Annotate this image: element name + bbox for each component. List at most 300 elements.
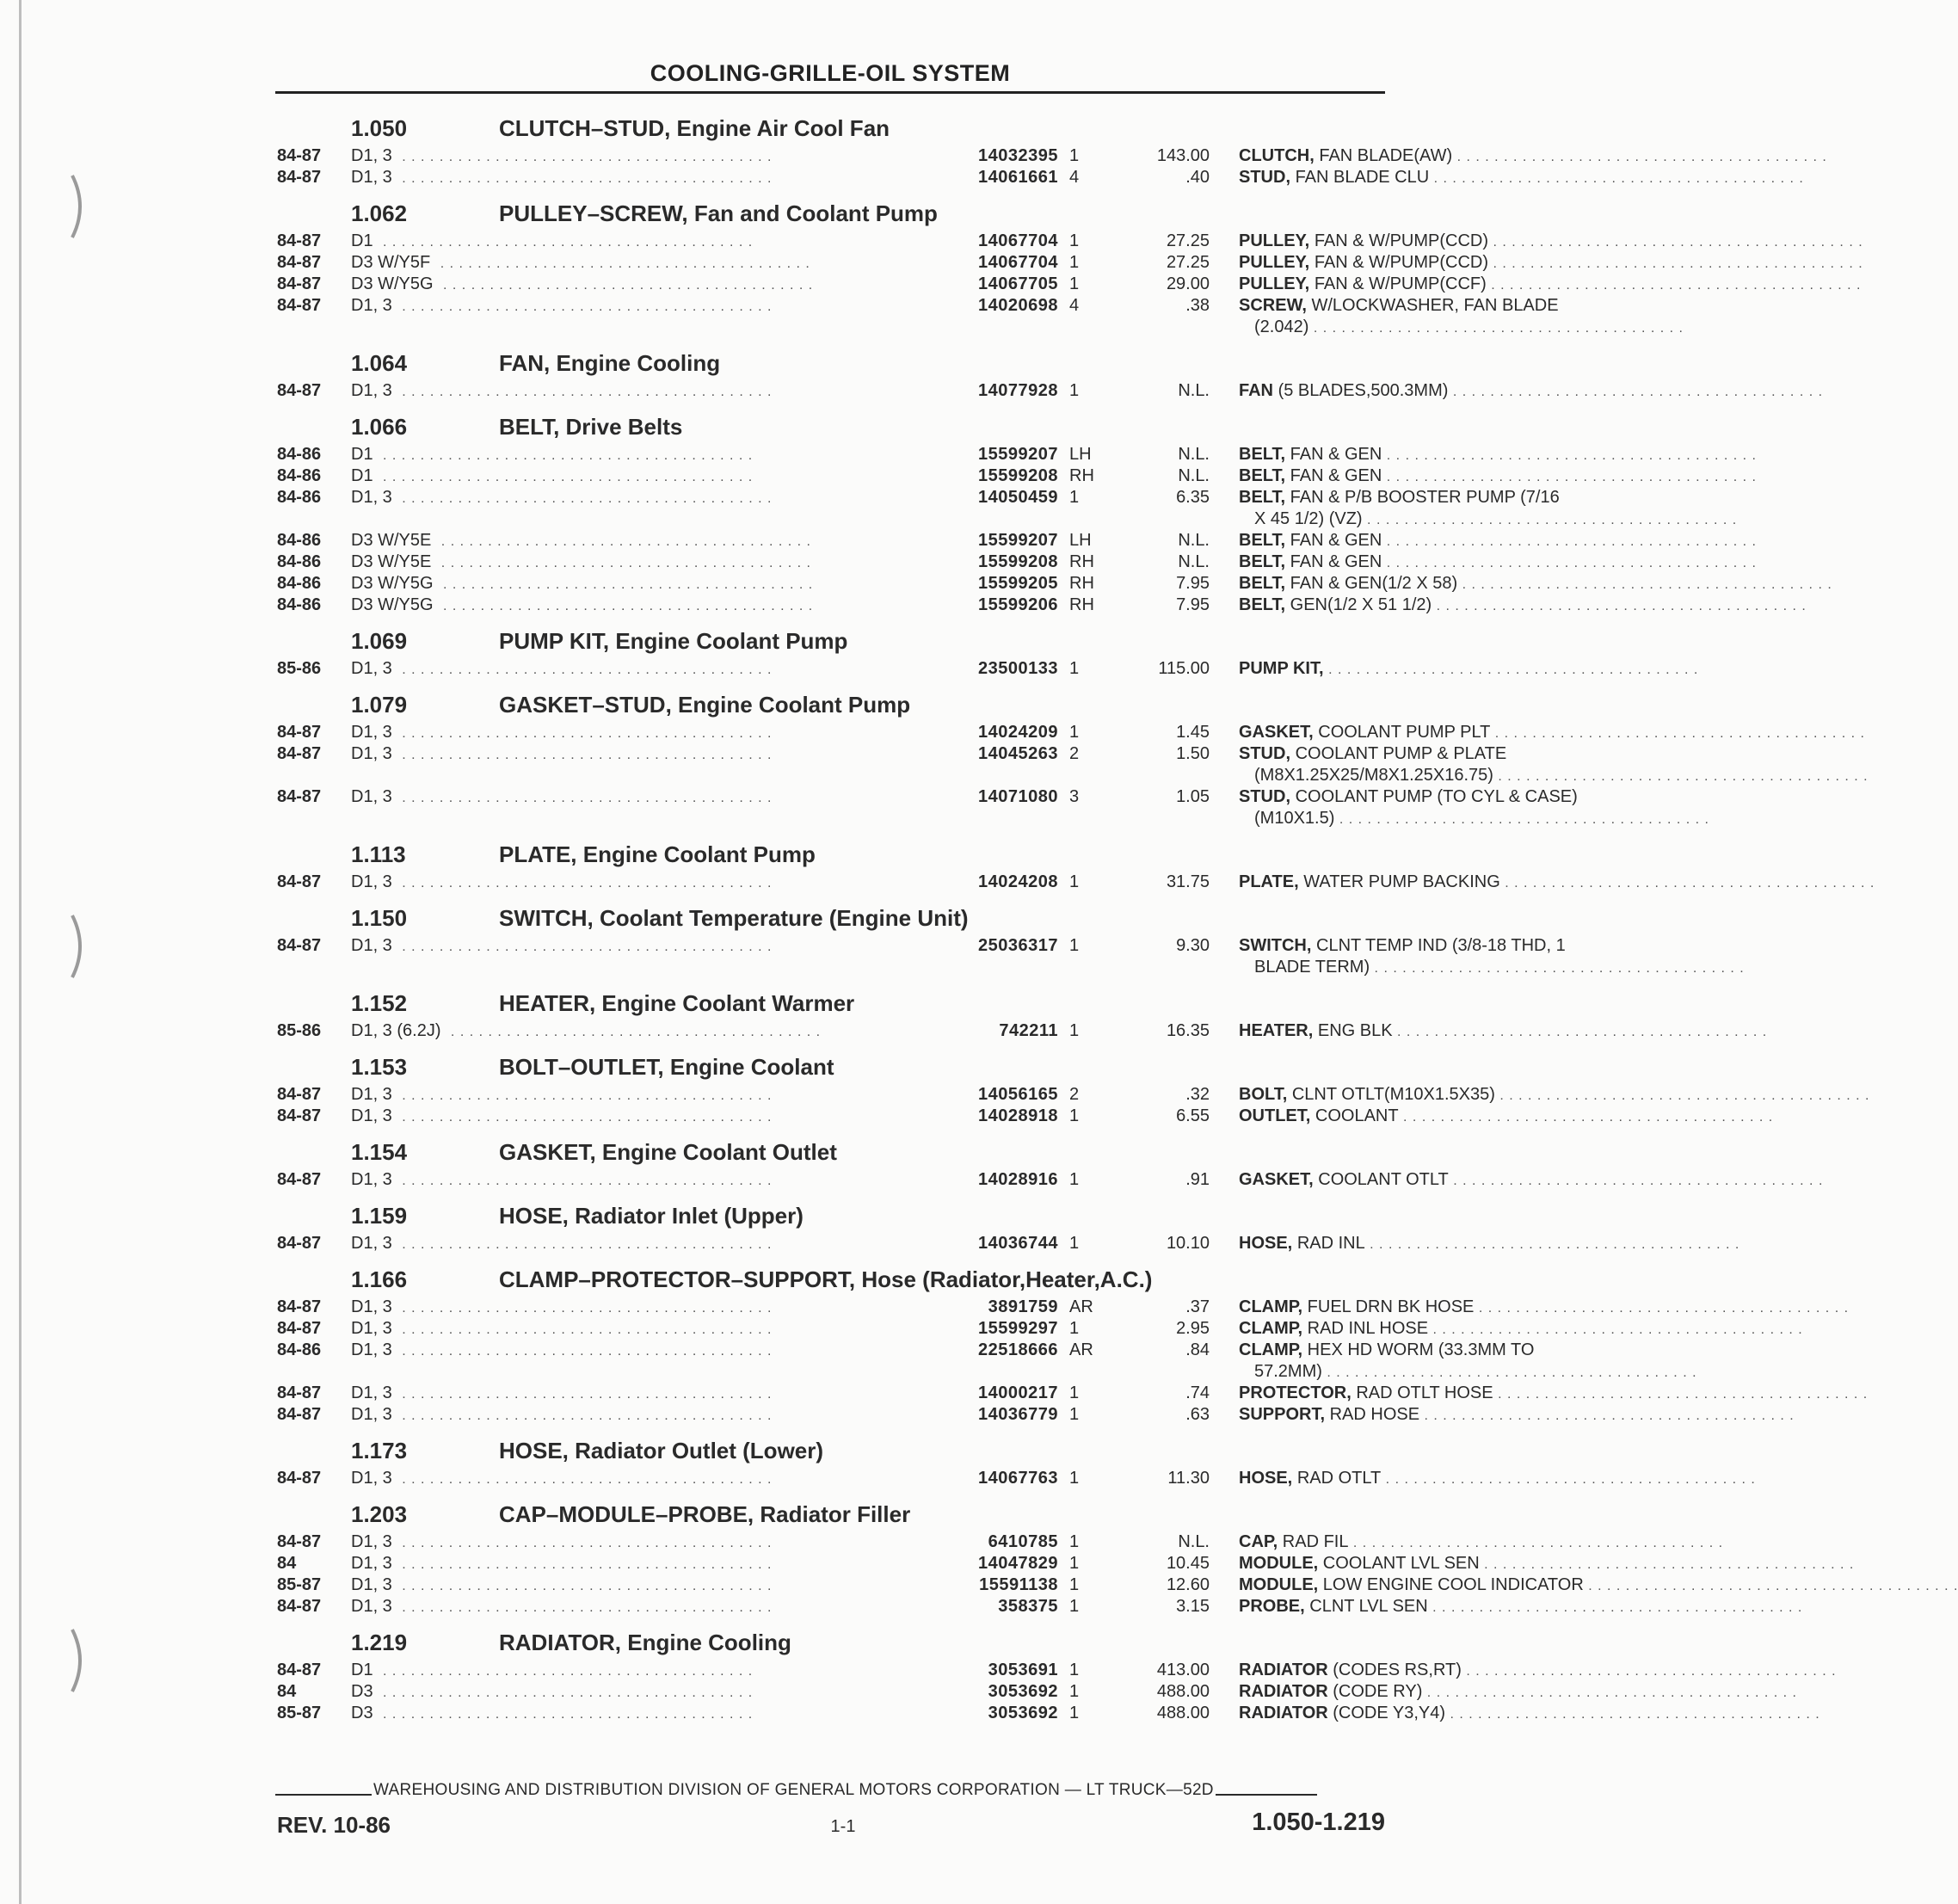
dot-leader: . . . . . . . . . . . . . . . . . . . . . . . . . . . . . . . . . . . . . . . . [397,1472,773,1487]
part-row [275,1574,1958,1596]
model-year: 84-87 [277,296,322,315]
part-row [275,295,1684,338]
description-keyword: CLAMP, [1239,1297,1303,1316]
quantity: 1 [1069,1405,1080,1424]
dot-leader: . . . . . . . . . . . . . . . . . . . . . . . . . . . . . . . . . . . . . . . . [1448,1174,1824,1188]
description-keyword: PULLEY, [1239,231,1310,250]
model-code-text: D1, 3 [351,1340,397,1359]
part-row [275,1297,1850,1318]
part-row [275,167,1804,188]
parts-catalog [275,103,1958,1724]
part-number: 3053691 [988,1661,1058,1679]
price: 7.95 [1176,595,1210,614]
part-number: 14032395 [978,146,1058,165]
description-line [1239,1553,1855,1574]
dot-leader: . . . . . . . . . . . . . . . . . . . . . . . . . . . . . . . . . . . . . . . . [378,1707,754,1722]
part-description [1239,1020,1768,1042]
dot-leader: . . . . . . . . . . . . . . . . . . . . . . . . . . . . . . . . . . . . . . . . [438,278,814,293]
part-number: 15599207 [978,531,1058,550]
quantity: 1 [1069,231,1080,250]
section-header [275,986,1394,1020]
section-number: 1.219 [351,1630,408,1655]
section-number: 1.159 [351,1203,408,1229]
description-text: HEX HD WORM (33.3MM TO [1307,1340,1535,1359]
binder-hole-mark [69,172,91,241]
section-header [275,1262,1394,1297]
price: .37 [1185,1297,1210,1316]
catalog-section [275,346,1824,402]
part-number: 14067704 [978,253,1058,272]
price: 31.75 [1166,872,1210,891]
model-code-text: D1, 3 [351,744,397,763]
section-title: SWITCH, Coolant Temperature (Engine Unit) [499,905,969,931]
dot-leader: . . . . . . . . . . . . . . . . . . . . . . . . . . . . . . . . . . . . . . . . [1479,1557,1855,1572]
model-year: 84-86 [277,1340,322,1359]
description-keyword: CLAMP, [1239,1319,1303,1338]
part-row [275,1340,1697,1383]
dot-leader: . . . . . . . . . . . . . . . . . . . . . . . . . . . . . . . . . . . . . . . . [1308,321,1684,336]
part-row [275,1468,1756,1489]
part-description [1239,658,1699,680]
quantity: RH [1069,595,1094,614]
model-code [351,274,814,296]
dot-leader: . . . . . . . . . . . . . . . . . . . . . . . . . . . . . . . . . . . . . . . . [378,1685,754,1700]
description-line [1239,595,1807,616]
model-code [351,595,814,617]
model-code-text: D1, 3 [351,1554,397,1573]
part-row [275,1660,1837,1681]
binder-hole-mark [69,912,91,981]
model-code [351,551,811,574]
dot-leader: . . . . . . . . . . . . . . . . . . . . . . . . . . . . . . . . . . . . . . . . [1348,1536,1724,1550]
section-header [275,1497,1394,1531]
model-year: 84 [277,1554,297,1573]
description-line [1239,1340,1653,1361]
quantity: 1 [1069,1234,1080,1253]
description-keyword: PULLEY, [1239,253,1310,272]
model-code [351,465,754,488]
part-number: 14024208 [978,872,1058,891]
description-line [1239,1233,1740,1254]
price: 6.55 [1176,1106,1210,1125]
catalog-section [275,111,1827,188]
model-year: 84-87 [277,1661,322,1679]
description-text: RAD OTLT [1296,1469,1382,1488]
description-text: BLADE TERM) [1254,958,1370,977]
part-number: 14000217 [978,1383,1058,1402]
description-line [1239,573,1832,595]
description-keyword: PLATE, [1239,872,1299,891]
model-year: 84-87 [277,872,322,891]
catalog-section [275,837,1875,893]
description-text: RAD HOSE [1329,1405,1420,1424]
part-description [1239,722,1865,743]
description-line [1239,1020,1768,1042]
part-description [1239,1703,1820,1724]
price: 10.10 [1166,1234,1210,1253]
section-title: HOSE, Radiator Inlet (Upper) [499,1203,804,1229]
description-text: COOLANT PUMP (TO CYL & CASE) [1295,787,1578,806]
model-code-text: D3 W/Y5E [351,531,436,550]
dot-leader: . . . . . . . . . . . . . . . . . . . . . . . . . . . . . . . . . . . . . . . . [1382,470,1757,484]
description-text: FAN & GEN [1290,445,1382,464]
description-text: FAN BLADE CLU [1295,168,1430,187]
description-text: RAD OTLT HOSE [1356,1383,1493,1402]
model-code [351,1233,773,1255]
model-code [351,573,814,595]
model-year: 85-87 [277,1575,322,1594]
model-code-text: D1, 3 [351,1085,397,1104]
model-year: 84-87 [277,1405,322,1424]
description-keyword: PROTECTOR, [1239,1383,1352,1402]
dot-leader: . . . . . . . . . . . . . . . . . . . . . . . . . . . . . . . . . . . . . . . . [397,385,773,399]
description-text: LOW ENGINE COOL INDICATOR [1322,1575,1584,1594]
model-year: 84-87 [277,1319,322,1338]
description-text: FAN & W/PUMP(CCD) [1314,231,1489,250]
description-line [1239,530,1757,551]
price: 27.25 [1166,253,1210,272]
part-number: 15599297 [978,1319,1058,1338]
price: N.L. [1178,531,1210,550]
description-keyword: BELT, [1239,488,1286,507]
model-code [351,1703,754,1725]
model-code [351,1340,773,1362]
model-year: 84-87 [277,231,322,250]
part-description [1239,1318,1803,1340]
quantity: 1 [1069,488,1080,507]
part-description [1239,1169,1824,1191]
part-number: 14067763 [978,1469,1058,1488]
footer-text: WAREHOUSING AND DISTRIBUTION DIVISION OF GENERAL MOTORS CORPORATION — LT TRUCK—52D [373,1781,1214,1799]
quantity: 1 [1069,872,1080,891]
dot-leader: . . . . . . . . . . . . . . . . . . . . . . . . . . . . . . . . . . . . . . . . [1328,662,1699,677]
part-description [1239,167,1804,188]
description-line [1239,487,1653,508]
description-keyword: HEATER, [1239,1021,1314,1040]
part-number: 25036317 [978,936,1058,955]
section-title: PLATE, Engine Coolant Pump [499,841,816,867]
part-row [275,595,1807,616]
price: 3.15 [1176,1597,1210,1616]
dot-leader: . . . . . . . . . . . . . . . . . . . . . . . . . . . . . . . . . . . . . . . . [1445,1707,1820,1722]
model-year: 84-87 [277,381,322,400]
quantity: 1 [1069,723,1080,742]
part-row [275,1169,1824,1191]
description-keyword: SCREW, [1239,296,1307,315]
price: 29.00 [1166,274,1210,293]
part-number: 742211 [999,1021,1058,1040]
model-year: 84-86 [277,595,322,614]
model-code-text: D1, 3 [351,1405,397,1424]
part-description [1239,1340,1697,1383]
binder-hole-mark [69,1626,91,1695]
model-code-text: D1 [351,445,379,464]
description-keyword: BELT, [1239,466,1286,485]
model-code-text: D1, 3 [351,1383,397,1402]
dot-leader: . . . . . . . . . . . . . . . . . . . . . . . . . . . . . . . . . . . . . . . . [1428,1322,1803,1337]
section-number: 1.150 [351,905,408,931]
price: 12.60 [1166,1575,1210,1594]
quantity: 1 [1069,659,1080,678]
model-code [351,935,773,958]
section-number: 1.153 [351,1054,408,1080]
dot-leader: . . . . . . . . . . . . . . . . . . . . . . . . . . . . . . . . . . . . . . . . [397,940,773,954]
description-line [1239,722,1865,743]
description-text: FAN & P/B BOOSTER PUMP (7/16 [1290,488,1560,507]
model-year: 84-87 [277,146,322,165]
description-line [1239,957,1745,978]
dot-leader: . . . . . . . . . . . . . . . . . . . . . . . . . . . . . . . . . . . . . . . . [1364,1237,1740,1252]
price: .63 [1185,1405,1210,1424]
model-year: 84-87 [277,1170,322,1189]
description-keyword: MODULE, [1239,1554,1319,1573]
part-description [1239,1084,1870,1106]
section-number: 1.062 [351,200,408,226]
part-number: 14056165 [978,1085,1058,1104]
description-text: (CODE Y3,Y4) [1333,1704,1446,1722]
section-header [275,410,1394,444]
part-description [1239,872,1875,893]
section-number: 1.079 [351,692,408,718]
quantity: 2 [1069,1085,1080,1104]
price: 16.35 [1166,1021,1210,1040]
description-line [1239,274,1862,295]
dot-leader: . . . . . . . . . . . . . . . . . . . . . . . . . . . . . . . . . . . . . . . . [1427,1600,1803,1615]
model-code-text: D1 [351,231,379,250]
page-range: 1.050-1.219 [1252,1808,1385,1836]
dot-leader: . . . . . . . . . . . . . . . . . . . . . . . . . . . . . . . . . . . . . . . . [1486,278,1862,293]
quantity: 3 [1069,787,1080,806]
description-text: COOLANT PUMP PLT [1318,723,1491,742]
description-line [1239,380,1824,402]
model-code [351,786,773,809]
description-text: CLNT LVL SEN [1309,1597,1428,1616]
model-code-text: D1, 3 [351,296,397,315]
section-header [275,1135,1394,1169]
model-code-text: D1 [351,1661,379,1679]
catalog-section [275,1433,1756,1489]
quantity: AR [1069,1297,1093,1316]
model-year: 84-86 [277,488,322,507]
description-line [1239,765,1869,786]
description-text: RAD INL HOSE [1307,1319,1429,1338]
section-number: 1.203 [351,1501,408,1527]
part-description [1239,274,1862,295]
part-number: 14077928 [978,381,1058,400]
dot-leader: . . . . . . . . . . . . . . . . . . . . . . . . . . . . . . . . . . . . . . . . [397,1557,773,1572]
part-row [275,1383,1869,1404]
model-code [351,1106,773,1128]
quantity: 1 [1069,1554,1080,1573]
dot-leader: . . . . . . . . . . . . . . . . . . . . . . . . . . . . . . . . . . . . . . . . [397,1344,773,1359]
dot-leader: . . . . . . . . . . . . . . . . . . . . . . . . . . . . . . . . . . . . . . . . [1370,961,1745,976]
part-row [275,935,1745,978]
part-number: 14067705 [978,274,1058,293]
dot-leader: . . . . . . . . . . . . . . . . . . . . . . . . . . . . . . . . . . . . . . . . [378,235,754,250]
part-description [1239,786,1709,829]
dot-leader: . . . . . . . . . . . . . . . . . . . . . . . . . . . . . . . . . . . . . . . . [397,491,773,506]
part-number: 3053692 [988,1682,1058,1701]
part-row [275,1084,1870,1106]
description-line [1239,465,1757,487]
price: .38 [1185,296,1210,315]
quantity: 1 [1069,1106,1080,1125]
description-line [1239,743,1653,765]
part-number: 15599207 [978,445,1058,464]
model-year: 84-86 [277,466,322,485]
quantity: RH [1069,574,1094,593]
model-year: 84-87 [277,1469,322,1488]
part-row [275,722,1865,743]
description-line [1239,1106,1774,1127]
model-code-text: D1, 3 [351,659,397,678]
model-year: 84-87 [277,1234,322,1253]
dot-leader: . . . . . . . . . . . . . . . . . . . . . . . . . . . . . . . . . . . . . . . . [1488,235,1863,250]
dot-leader: . . . . . . . . . . . . . . . . . . . . . . . . . . . . . . . . . . . . . . . . [1321,1365,1697,1380]
part-description [1239,743,1869,786]
section-header [275,1433,1394,1468]
model-code [351,872,773,894]
description-text: COOLANT LVL SEN [1322,1554,1480,1573]
quantity: 1 [1069,1170,1080,1189]
section-title: CLUTCH–STUD, Engine Air Cool Fan [499,115,890,141]
title-rule [275,91,1385,94]
dot-leader: . . . . . . . . . . . . . . . . . . . . . . . . . . . . . . . . . . . . . . . . [1419,1408,1795,1423]
description-line [1239,658,1699,680]
part-number: 14045263 [978,744,1058,763]
description-line [1239,935,1653,957]
quantity: 1 [1069,146,1080,165]
part-description [1239,295,1684,338]
model-code-text: D1, 3 [351,1575,397,1594]
description-keyword: SUPPORT, [1239,1405,1326,1424]
section-header [275,837,1394,872]
dot-leader: . . . . . . . . . . . . . . . . . . . . . . . . . . . . . . . . . . . . . . . . [397,1579,773,1593]
price: 143.00 [1156,146,1210,165]
description-line [1239,808,1709,829]
model-year: 84-86 [277,531,322,550]
model-year: 84-87 [277,936,322,955]
model-code [351,1297,773,1319]
model-code-text: D1, 3 [351,1597,397,1616]
section-number: 1.154 [351,1139,408,1165]
description-line [1239,1703,1820,1724]
dot-leader: . . . . . . . . . . . . . . . . . . . . . . . . . . . . . . . . . . . . . . . . [1362,513,1738,527]
part-description [1239,1553,1855,1574]
part-description [1239,573,1832,595]
model-code-text: D1, 3 [351,381,397,400]
description-keyword: HOSE, [1239,1234,1293,1253]
description-keyword: FAN [1239,381,1273,400]
part-number: 3053692 [988,1704,1058,1722]
part-row [275,1318,1803,1340]
dot-leader: . . . . . . . . . . . . . . . . . . . . . . . . . . . . . . . . . . . . . . . . [397,1387,773,1402]
page-title: COOLING-GRILLE-OIL SYSTEM [650,60,1011,86]
part-row [275,743,1869,786]
part-number: 14028916 [978,1170,1058,1189]
dot-leader: . . . . . . . . . . . . . . . . . . . . . . . . . . . . . . . . . . . . . . . . [1452,150,1827,164]
description-text: FAN & W/PUMP(CCF) [1314,274,1487,293]
quantity: 1 [1069,1469,1080,1488]
description-keyword: HOSE, [1239,1469,1293,1488]
part-number: 14028918 [978,1106,1058,1125]
part-row [275,1020,1768,1042]
description-text: FAN BLADE(AW) [1319,146,1453,165]
dot-leader: . . . . . . . . . . . . . . . . . . . . . . . . . . . . . . . . . . . . . . . . [1493,1387,1869,1402]
dot-leader: . . . . . . . . . . . . . . . . . . . . . . . . . . . . . . . . . . . . . . . . [1461,1664,1837,1679]
description-line [1239,1596,1803,1617]
part-number: 14061661 [978,168,1058,187]
price: 1.45 [1176,723,1210,742]
part-row [275,252,1863,274]
description-line [1239,551,1757,573]
quantity: RH [1069,466,1094,485]
model-code-text: D3 [351,1682,379,1701]
price: .91 [1185,1170,1210,1189]
part-number: 15599205 [978,574,1058,593]
part-number: 15599206 [978,595,1058,614]
model-code [351,1681,754,1704]
price: 1.05 [1176,787,1210,806]
part-description [1239,1596,1803,1617]
model-year: 84-87 [277,253,322,272]
dot-leader: . . . . . . . . . . . . . . . . . . . . . . . . . . . . . . . . . . . . . . . . [1429,171,1804,186]
model-year: 84-87 [277,1383,322,1402]
description-text: RAD FIL [1282,1532,1349,1551]
part-number: 14020698 [978,296,1058,315]
quantity: 1 [1069,1021,1080,1040]
description-text: GEN(1/2 X 51 1/2) [1290,595,1432,614]
description-text: FUEL DRN BK HOSE [1307,1297,1475,1316]
part-description [1239,1233,1740,1254]
dot-leader: . . . . . . . . . . . . . . . . . . . . . . . . . . . . . . . . . . . . . . . . [378,448,754,463]
model-code [351,1020,822,1043]
model-code [351,530,811,552]
description-line [1239,508,1738,530]
description-text: ENG BLK [1317,1021,1393,1040]
part-description [1239,1531,1724,1553]
part-number: 15599208 [978,552,1058,571]
description-keyword: RADIATOR [1239,1704,1328,1722]
dot-leader: . . . . . . . . . . . . . . . . . . . . . . . . . . . . . . . . . . . . . . . . [1382,448,1757,463]
model-year: 84 [277,1682,297,1701]
price: .84 [1185,1340,1210,1359]
dot-leader: . . . . . . . . . . . . . . . . . . . . . . . . . . . . . . . . . . . . . . . . [1448,385,1824,399]
dot-leader: . . . . . . . . . . . . . . . . . . . . . . . . . . . . . . . . . . . . . . . . [397,1301,773,1316]
price: 1.50 [1176,744,1210,763]
description-text: COOLANT [1315,1106,1399,1125]
description-line [1239,1169,1824,1191]
model-year: 84-87 [277,1297,322,1316]
description-text: FAN & GEN [1290,531,1382,550]
description-line [1239,317,1684,338]
price: .74 [1185,1383,1210,1402]
model-year: 84-87 [277,787,322,806]
quantity: 1 [1069,1383,1080,1402]
price: 413.00 [1156,1661,1210,1679]
model-year: 84-86 [277,445,322,464]
price: N.L. [1178,466,1210,485]
model-code [351,380,773,403]
description-keyword: BELT, [1239,595,1286,614]
description-keyword: BELT, [1239,574,1286,593]
quantity: 1 [1069,253,1080,272]
model-year: 84-86 [277,574,322,593]
model-code-text: D3 W/Y5G [351,595,439,614]
description-keyword: BELT, [1239,531,1286,550]
model-code [351,1596,773,1618]
quantity: 1 [1069,274,1080,293]
